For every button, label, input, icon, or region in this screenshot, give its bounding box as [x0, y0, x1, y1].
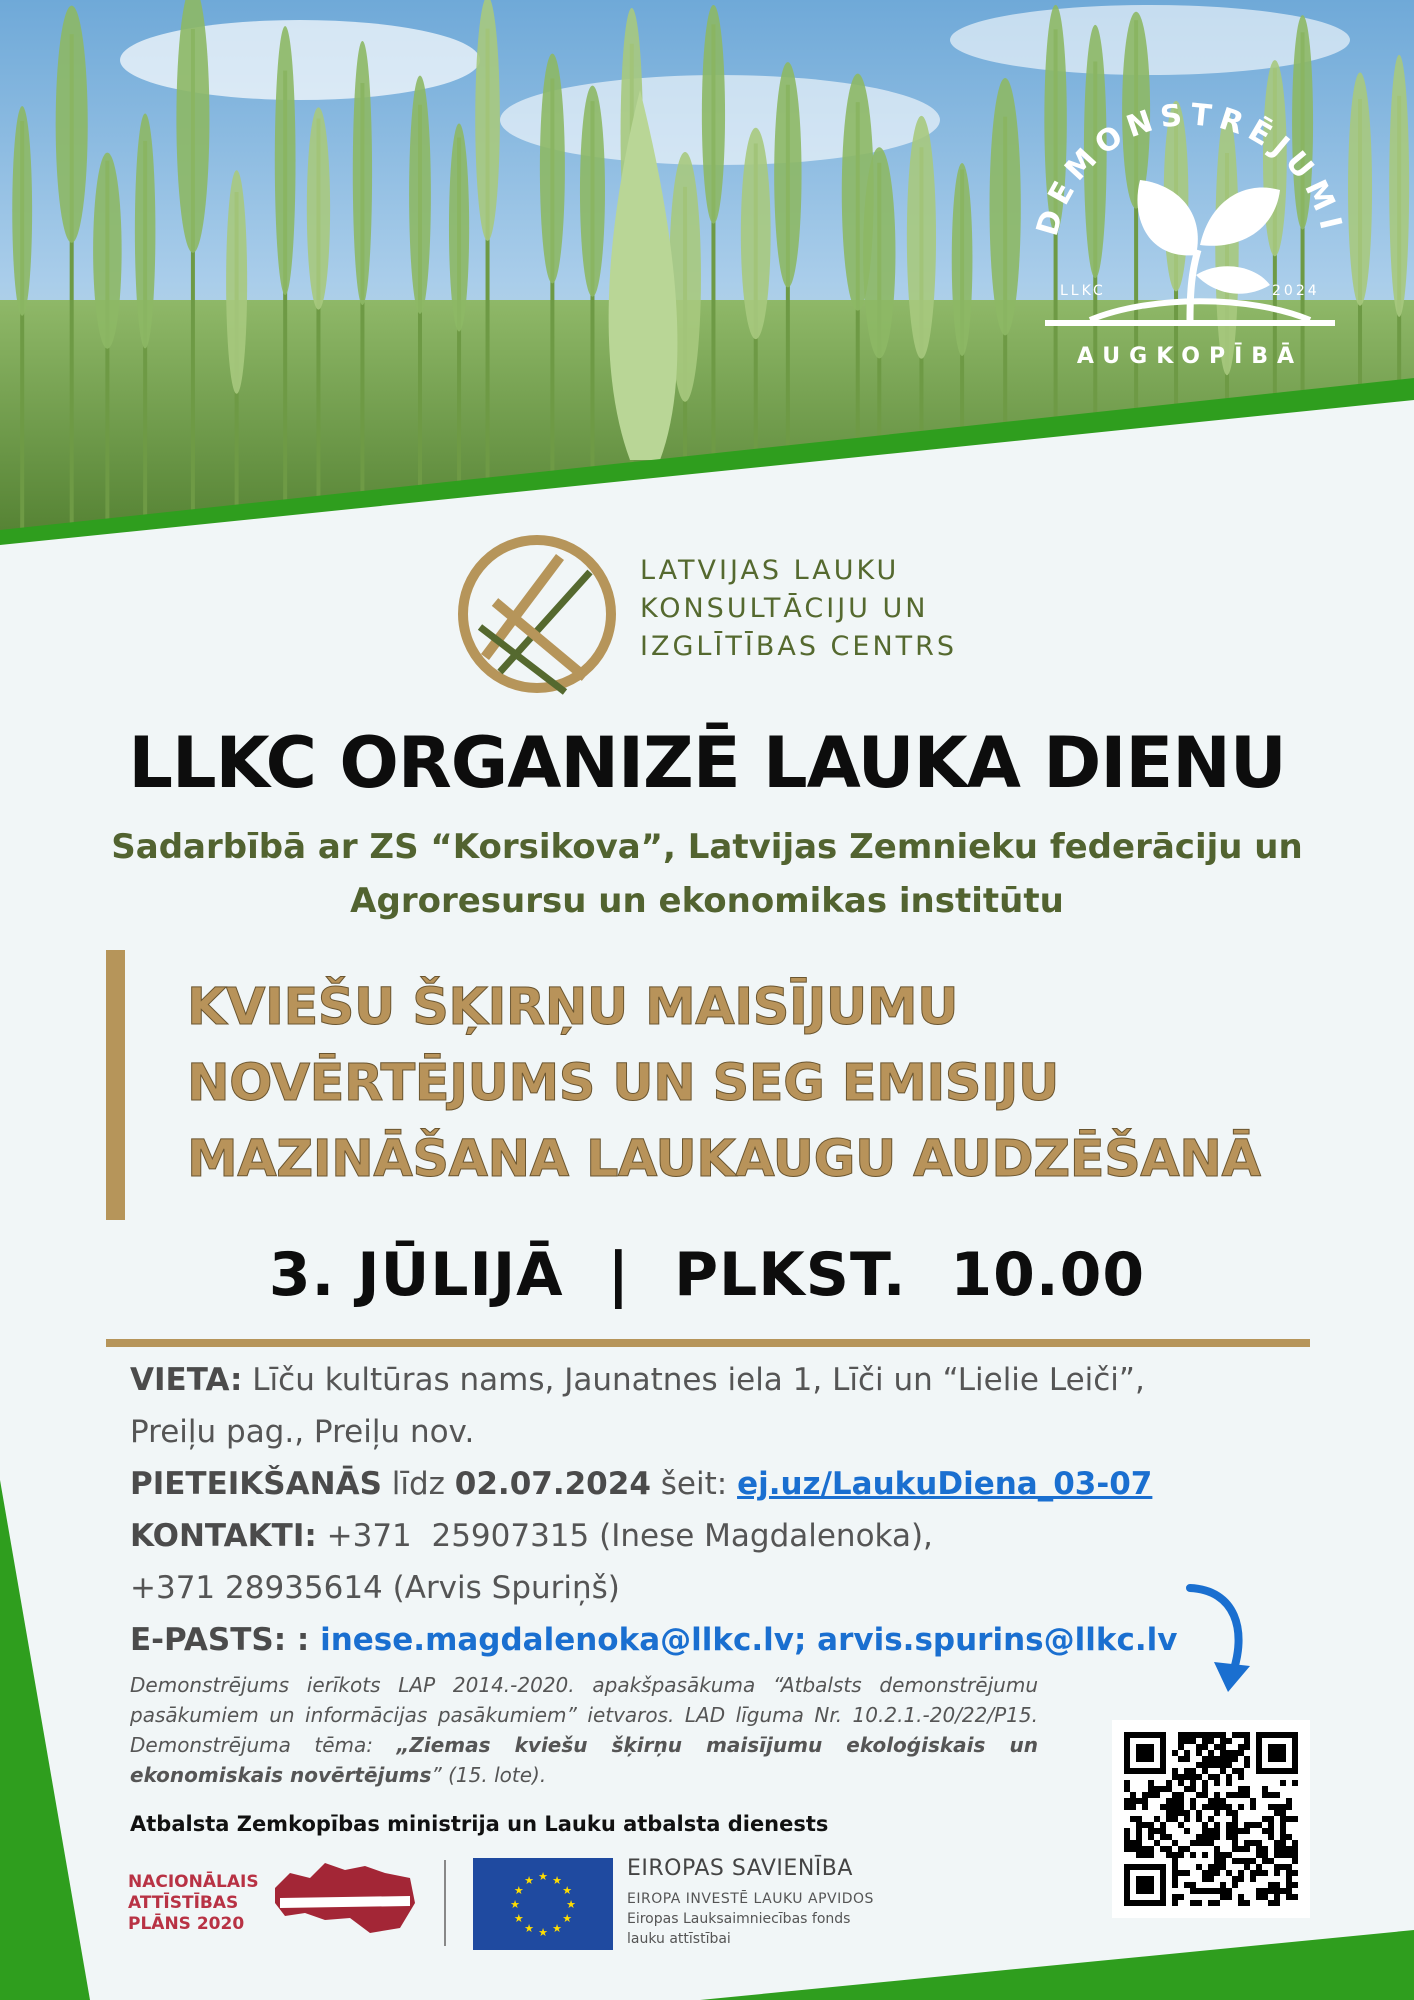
- support-text: Atbalsta Zemkopības ministrija un Lauku atbalsta dienests: [130, 1812, 829, 1836]
- svg-text:★: ★: [538, 1870, 548, 1883]
- venue-text-2: Preiļu pag., Preiļu nov.: [130, 1414, 475, 1450]
- left-green-wedge: [0, 1480, 90, 2000]
- disclaimer-part-2: ” (15. lote).: [431, 1763, 547, 1787]
- disclaimer-part-1: Demonstrējums ierīkots LAP 2014.-2020. apakšpasākuma “Atbalsts demonstrējumu pasākumiem un informācijas pasākumiem” ietvaros. LAD līguma Nr. 10.2.1.-20/22/P15. Demonstrējuma tēma:: [130, 1673, 1038, 1757]
- svg-text:★: ★: [566, 1898, 576, 1911]
- eu-flag-icon: [473, 1858, 613, 1950]
- registration-date: 02.07.2024: [454, 1466, 651, 1502]
- svg-text:★: ★: [552, 1922, 562, 1936]
- eu-line-3: lauku attīstībai: [627, 1931, 731, 1947]
- svg-text:★: ★: [513, 1912, 524, 1925]
- venue-text: Līču kultūras nams, Jaunatnes iela 1, Līči un “Lielie Leiči”,: [242, 1362, 1145, 1398]
- subtitle: [60, 820, 1354, 928]
- disclaimer-theme: „Ziemas kviešu šķirņu maisījumu ekoloģiskais un ekonomiskais novērtējums: [130, 1733, 1038, 1787]
- qr-code[interactable]: [1112, 1720, 1310, 1918]
- svg-text:★: ★: [524, 1873, 534, 1887]
- disclaimer-text: [130, 1670, 1038, 1790]
- subtitle-line-2: Agroresursu un ekonomikas institūtu: [350, 881, 1064, 921]
- badge-bottom-text: AUGKOPĪBĀ: [1076, 344, 1304, 369]
- latvia-map-icon: [270, 1858, 420, 1938]
- curved-arrow-icon: [1180, 1580, 1260, 1700]
- svg-text:★: ★: [513, 1884, 524, 1897]
- registration-here: šeit:: [650, 1466, 738, 1502]
- svg-text:★: ★: [524, 1922, 534, 1936]
- nap-line-1: NACIONĀLAIS: [128, 1872, 259, 1892]
- page-title: LLKC ORGANIZĒ LAUKA DIENU: [128, 722, 1286, 804]
- divider: [106, 1339, 1310, 1347]
- nap-2020-logo: [128, 1872, 259, 1935]
- logo-line-3: IZGLĪTĪBAS CENTRS: [640, 631, 958, 662]
- venue-label: VIETA:: [130, 1362, 243, 1398]
- sprout-icon: [1045, 180, 1335, 326]
- eu-line-2: Eiropas Lauksaimniecības fonds: [627, 1911, 851, 1927]
- contacts-text-2: +371 28935614 (Arvis Spuriņš): [130, 1570, 620, 1606]
- registration-info: [130, 1458, 1260, 1510]
- nap-line-3: PLĀNS 2020: [128, 1914, 245, 1934]
- topic-line-1: KVIEŠU ŠĶIRŅU MAISĪJUMU: [187, 978, 959, 1037]
- registration-link[interactable]: ej.uz/LaukuDiena_03-07: [737, 1466, 1153, 1502]
- registration-until: līdz: [381, 1466, 455, 1502]
- venue-info: [130, 1354, 1260, 1458]
- footer-separator: [444, 1860, 446, 1946]
- contacts-label: KONTAKTI:: [130, 1518, 317, 1554]
- accent-bar: [106, 950, 125, 1220]
- svg-text:★: ★: [562, 1912, 573, 1925]
- nap-line-2: ATTĪSTĪBAS: [128, 1893, 239, 1913]
- subtitle-line-1: Sadarbībā ar ZS “Korsikova”, Latvijas Zemnieku federāciju un: [111, 827, 1303, 867]
- svg-text:★: ★: [510, 1898, 520, 1911]
- email-info: [130, 1614, 1280, 1666]
- logo-line-2: KONSULTĀCIJU UN: [640, 593, 929, 624]
- svg-text:★: ★: [538, 1926, 548, 1939]
- svg-text:★: ★: [552, 1873, 562, 1887]
- llkc-logo-icon: [455, 532, 625, 702]
- event-datetime: 3. JŪLIJĀ | PLKST. 10.00: [268, 1240, 1146, 1310]
- badge-right-small: 2024: [1272, 283, 1320, 299]
- topic-line-2: NOVĒRTĒJUMS UN SEG EMISIJU: [187, 1054, 1059, 1113]
- badge-arc-text: DEMONSTRĒJUMI: [1030, 97, 1350, 240]
- contacts-text: +371 25907315 (Inese Magdalenoka),: [316, 1518, 933, 1554]
- demonstrejumi-badge: [1020, 70, 1360, 380]
- badge-left-small: LLKC: [1060, 283, 1106, 299]
- bottom-green-wedge: [700, 1930, 1414, 2000]
- svg-text:★: ★: [562, 1884, 573, 1897]
- logo-line-1: LATVIJAS LAUKU: [640, 555, 900, 586]
- registration-label: PIETEIKŠANĀS: [130, 1466, 382, 1502]
- eu-line-1: EIROPA INVESTĒ LAUKU APVIDOS: [627, 1891, 874, 1907]
- topic-heading: [187, 970, 1407, 1198]
- email-label: E-PASTS: :: [130, 1622, 310, 1658]
- email-links[interactable]: inese.magdalenoka@llkc.lv; arvis.spurins@llkc.lv: [309, 1622, 1178, 1658]
- contacts-info: [130, 1510, 1260, 1614]
- eu-title: EIROPAS SAVIENĪBA: [627, 1856, 853, 1881]
- topic-line-3: MAZINĀŠANA LAUKAUGU AUDZĒŠANĀ: [187, 1130, 1261, 1189]
